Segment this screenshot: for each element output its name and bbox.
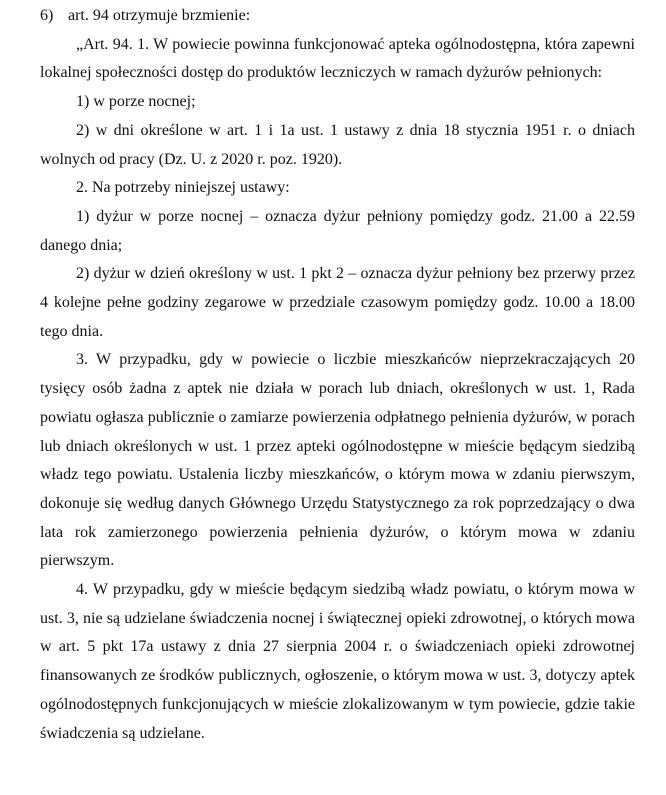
paragraph-ust-2-pkt-1: 1) dyżur w porze nocnej – oznacza dyżur pełniony pomiędzy godz. 21.00 a 22.59 danego dnia;: [40, 207, 635, 254]
paragraph-ust-2: 2. Na potrzeby niniejszej ustawy:: [76, 179, 290, 197]
paragraph-ust-3: 3. W przypadku, gdy w powiecie o liczbie mieszkańców nieprzekraczających 20 tysięcy osób żadna z aptek nie działa w porach lub dniach, określonych w ust. 1, Rada powiatu ogłasza publicznie o zamiarze powierzenia odpłatnego pełnienia dyżurów, w porach lub dniach określonych w ust. 1 przez apteki ogólnodostępne w mieście będącym siedzibą władz tego powiatu. Ustalenia liczby mieszkańców, o którym mowa w zdaniu pierwszym, dokonuje się według danych Głównego Urzędu Statystycznego za rok poprzedzający o dwa lata rok zamierzonego powierzenia pełnienia dyżurów, o którym mowa w zdaniu pierwszym.: [40, 351, 635, 570]
paragraph-ust-2-pkt-2: 2) dyżur w dzień określony w ust. 1 pkt 2 – oznacza dyżur pełniony bez przerwy przez 4 kolejne pełne godziny zegarowe w przedziale czasowym pomiędzy godz. 10.00 a 18.00 tego dnia.: [40, 265, 635, 340]
paragraph-ust-4: 4. W przypadku, gdy w mieście będącym siedzibą władz powiatu, o którym mowa w ust. 3, nie są udzielane świadczenia nocnej i świątecznej opieki zdrowotnej, o których mowa w art. 5 pkt 17a ustawy z dnia 27 sierpnia 2004 r. o świadczeniach opieki zdrowotnej finansowanych ze środków publicznych, ogłoszenie, o którym mowa w ust. 3, dotyczy aptek ogólnodostępnych funkcjonujących w mieście zlokalizowanym w tym powiecie, gdzie takie świadczenia są udzielane.: [40, 581, 635, 742]
paragraph-ust-1-pkt-1: 1) w porze nocnej;: [76, 93, 196, 111]
paragraph-art-94-ust-1: „Art. 94. 1. W powiecie powinna funkcjonować apteka ogólnodostępna, która zapewni lokalnej społeczności dostęp do produktów leczniczych w ramach dyżurów pełnionych:: [40, 35, 635, 82]
point-text: art. 94 otrzymuje brzmienie:: [68, 7, 251, 24]
point-heading: [40, 2, 635, 31]
document-body: [40, 2, 635, 748]
paragraph-ust-1-pkt-2: 2) w dni określone w art. 1 i 1a ust. 1 ustawy z dnia 18 stycznia 1951 r. o dniach wolnych od pracy (Dz. U. z 2020 r. poz. 1920).: [40, 121, 635, 168]
point-number: 6): [40, 7, 54, 24]
